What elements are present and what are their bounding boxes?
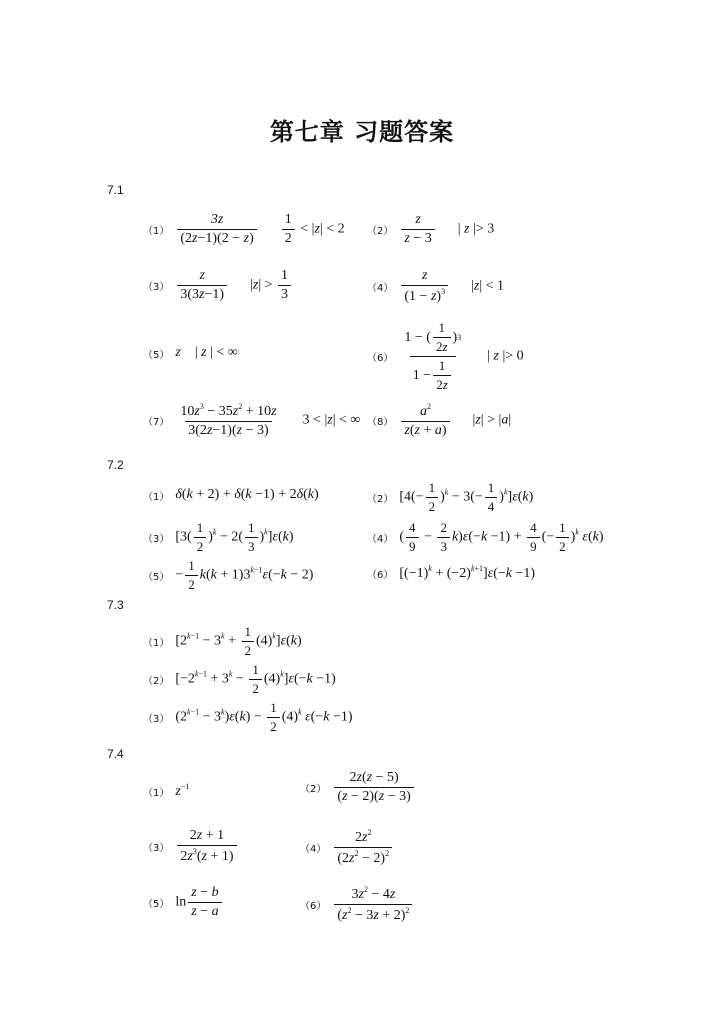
- item-label: （8）: [367, 417, 394, 428]
- page-title: 第七章 习题答案: [269, 118, 455, 146]
- item-label: （3）: [143, 282, 170, 293]
- answer-7-4-6: （6） $\frac{3z^2 - 4z}{(z^2 - 3z + 2)^2}$: [300, 885, 414, 924]
- item-label: （2）: [367, 226, 394, 237]
- item-label: （3）: [143, 843, 170, 854]
- item-label: （6）: [300, 901, 327, 912]
- item-label: （5）: [143, 349, 170, 361]
- item-label: （4）: [300, 844, 327, 855]
- answer-7-2-1: （1） δ(k + 2) + δ(k −1) + 2δ(k): [143, 487, 319, 503]
- answer-7-1-7: （7） $\frac{10z^3 - 35z^2 + 10z}{3(2z-1)(z - 3)}$ 3 < |z| < ∞: [143, 402, 361, 438]
- answer-7-1-3: （3） $\frac{z}{3(3z-1)}$ |z| > $\frac{1}{3}$: [143, 268, 293, 303]
- item-label: （5）: [143, 899, 170, 910]
- answer-7-4-1: （1） $z^{-1}$: [143, 782, 190, 799]
- answer-7-2-5: （5） − $\frac{1}{2}$ $k(k + 1)3^{k-1}\varepsilon(-k - 2)$: [143, 558, 314, 592]
- item-label: （1）: [143, 226, 170, 237]
- item-label: （4）: [367, 283, 394, 294]
- answer-7-1-6: （6） 1 − ( 1 2 z ) 3 1 − 1 2 z | z |> 0: [367, 320, 524, 392]
- answer-7-4-3: （3） $\frac{2z + 1}{2z^3(z + 1)}$: [143, 828, 239, 865]
- answer-7-1-8: （8） $\frac{a^2}{z(z + a)}$ |z| > |a|: [367, 402, 512, 438]
- item-label: （3）: [143, 534, 170, 545]
- answer-7-1-5: （5） z | z | < ∞: [143, 345, 238, 361]
- item-label: （7）: [143, 417, 170, 428]
- section-7-2-label: 7.2: [107, 458, 124, 472]
- section-7-3-label: 7.3: [107, 598, 124, 612]
- answer-7-4-4: （4） $\frac{2z^2}{(2z^2 - 2)^2}$: [300, 828, 394, 867]
- answer-7-1-4: （4） $\frac{z}{(1 - z)^3}$ |z| < 1: [367, 268, 505, 304]
- item-label: （2）: [367, 494, 394, 505]
- item-label: （4）: [367, 534, 394, 545]
- item-label: （1）: [143, 491, 170, 503]
- answer-7-3-2: （2） [$-2^{k-1} + 3^k$ − $\frac{1}{2}$ $(4)^k]\varepsilon(-k -1)$: [143, 662, 336, 696]
- answer-7-4-2: （2） $\frac{2z(z - 5)}{(z - 2)(z - 3)}$: [300, 770, 416, 805]
- answer-7-2-3: （3） [3( $\frac{1}{2}$ )$^k$ − 2( $\frac{1}{3}$ )$^k$]ε(k): [143, 520, 294, 554]
- item-label: （2）: [143, 676, 170, 687]
- item-label: （1）: [143, 787, 170, 799]
- answer-7-2-2: （2） [4(− $\frac{1}{2}$ )$^k$ − 3(− $\frac{1}{4}$ )$^k$]ε(k): [367, 480, 534, 514]
- item-label: （5）: [143, 572, 170, 583]
- answer-7-2-6: （6） $[(-1)^k + (-2)^{k+1}]\varepsilon(-k -1)$: [367, 564, 536, 581]
- item-label: （1）: [143, 638, 170, 649]
- answer-7-2-4: （4） ( $\frac{4}{9}$ − $\frac{2}{3}$ k)ε(−k −1) + $\frac{4}{9}$ (− $\frac{1}{2}$ )$^k$ ε(k): [367, 520, 604, 554]
- answer-7-1-2: （2） $\frac{z}{z - 3}$ | z |> 3: [367, 212, 495, 246]
- item-label: （2）: [300, 784, 327, 795]
- answer-7-1-1: （1） $\frac{3z}{(2z-1)(2 - z)}$ $\frac{1}{2}$ < |z| < 2: [143, 212, 345, 246]
- section-7-1-label: 7.1: [107, 183, 124, 197]
- item-label: （3）: [143, 714, 170, 725]
- answer-7-3-3: （3） $(2^{k-1} - 3^k)\varepsilon(k)$ − $\frac{1}{2}$ $(4)^k$ ε(−k −1): [143, 700, 353, 734]
- answer-7-4-5: （5） ln $\frac{z - b}{z - a}$: [143, 885, 224, 920]
- section-7-4-label: 7.4: [107, 747, 124, 761]
- answer-7-3-1: （1） [$2^{k-1} - 3^k$ + $\frac{1}{2}$ $(4)^k]\varepsilon(k)$: [143, 624, 302, 658]
- item-label: （6）: [367, 569, 394, 581]
- item-label: （6）: [367, 353, 394, 364]
